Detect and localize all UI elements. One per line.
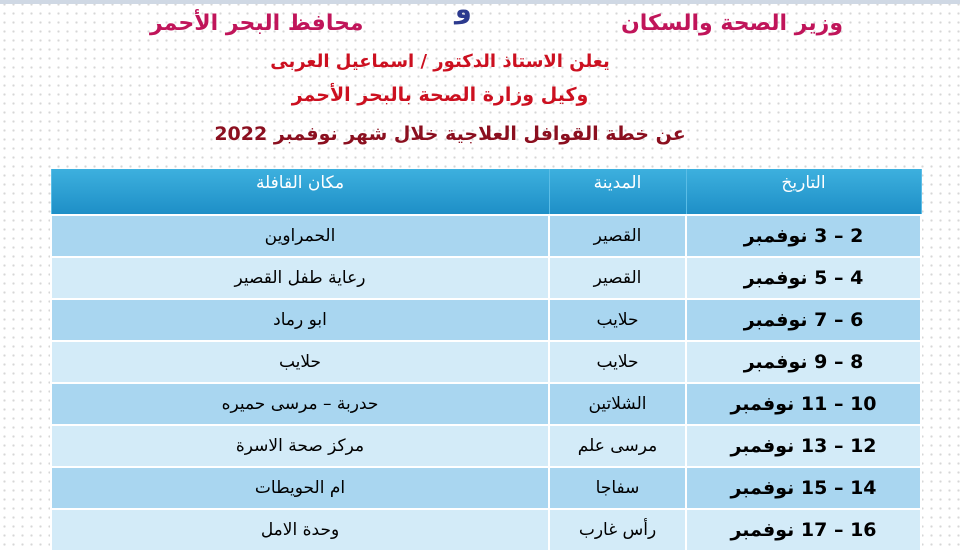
date-cell: 14 – 15 نوفمبر (686, 467, 921, 509)
date-cell: 16 – 17 نوفمبر (686, 509, 921, 551)
minister-title: وزير الصحة والسكان (621, 11, 843, 36)
table-row (51, 509, 921, 551)
table-row (51, 341, 921, 383)
table-header-row (51, 169, 921, 215)
date-cell: 4 – 5 نوفمبر (686, 257, 921, 299)
city-cell: الشلاتين (549, 383, 686, 425)
table-row (51, 425, 921, 467)
plan-subtitle: عن خطة القوافل العلاجية خلال شهر نوفمبر 2022 (214, 123, 686, 145)
table-row (51, 215, 921, 257)
place-cell: الحمراوين (51, 215, 549, 257)
date-cell: 12 – 13 نوفمبر (686, 425, 921, 467)
city-cell: سفاجا (549, 467, 686, 509)
conjunction-waw: و (455, 0, 472, 25)
place-cell: حدربة – مرسى حميره (51, 383, 549, 425)
city-cell: حلايب (549, 341, 686, 383)
table-row (51, 467, 921, 509)
date-cell: 10 – 11 نوفمبر (686, 383, 921, 425)
place-cell: حلايب (51, 341, 549, 383)
city-cell: القصير (549, 257, 686, 299)
table-row (51, 383, 921, 425)
announcement-line: يعلن الاستاذ الدكتور / اسماعيل العربى (270, 51, 610, 72)
city-cell: القصير (549, 215, 686, 257)
place-cell: رعاية طفل القصير (51, 257, 549, 299)
date-cell: 8 – 9 نوفمبر (686, 341, 921, 383)
city-cell: مرسى علم (549, 425, 686, 467)
city-cell: حلايب (549, 299, 686, 341)
city-cell: رأس غارب (549, 509, 686, 551)
deputy-title: وكيل وزارة الصحة بالبحر الأحمر (291, 84, 589, 106)
date-cell: 6 – 7 نوفمبر (686, 299, 921, 341)
place-cell: وحدة الامل (51, 509, 549, 551)
place-cell: ابو رماد (51, 299, 549, 341)
place-cell: مركز صحة الاسرة (51, 425, 549, 467)
table-row (51, 257, 921, 299)
top-border (0, 0, 960, 4)
column-header-place: مكان القافلة (51, 169, 549, 215)
column-header-city: المدينة (549, 169, 686, 215)
date-cell: 2 – 3 نوفمبر (686, 215, 921, 257)
table-row (51, 299, 921, 341)
convoy-schedule-table (50, 169, 922, 552)
column-header-date: التاريخ (686, 169, 921, 215)
place-cell: ام الحويطات (51, 467, 549, 509)
governor-title: محافظ البحر الأحمر (150, 11, 364, 36)
